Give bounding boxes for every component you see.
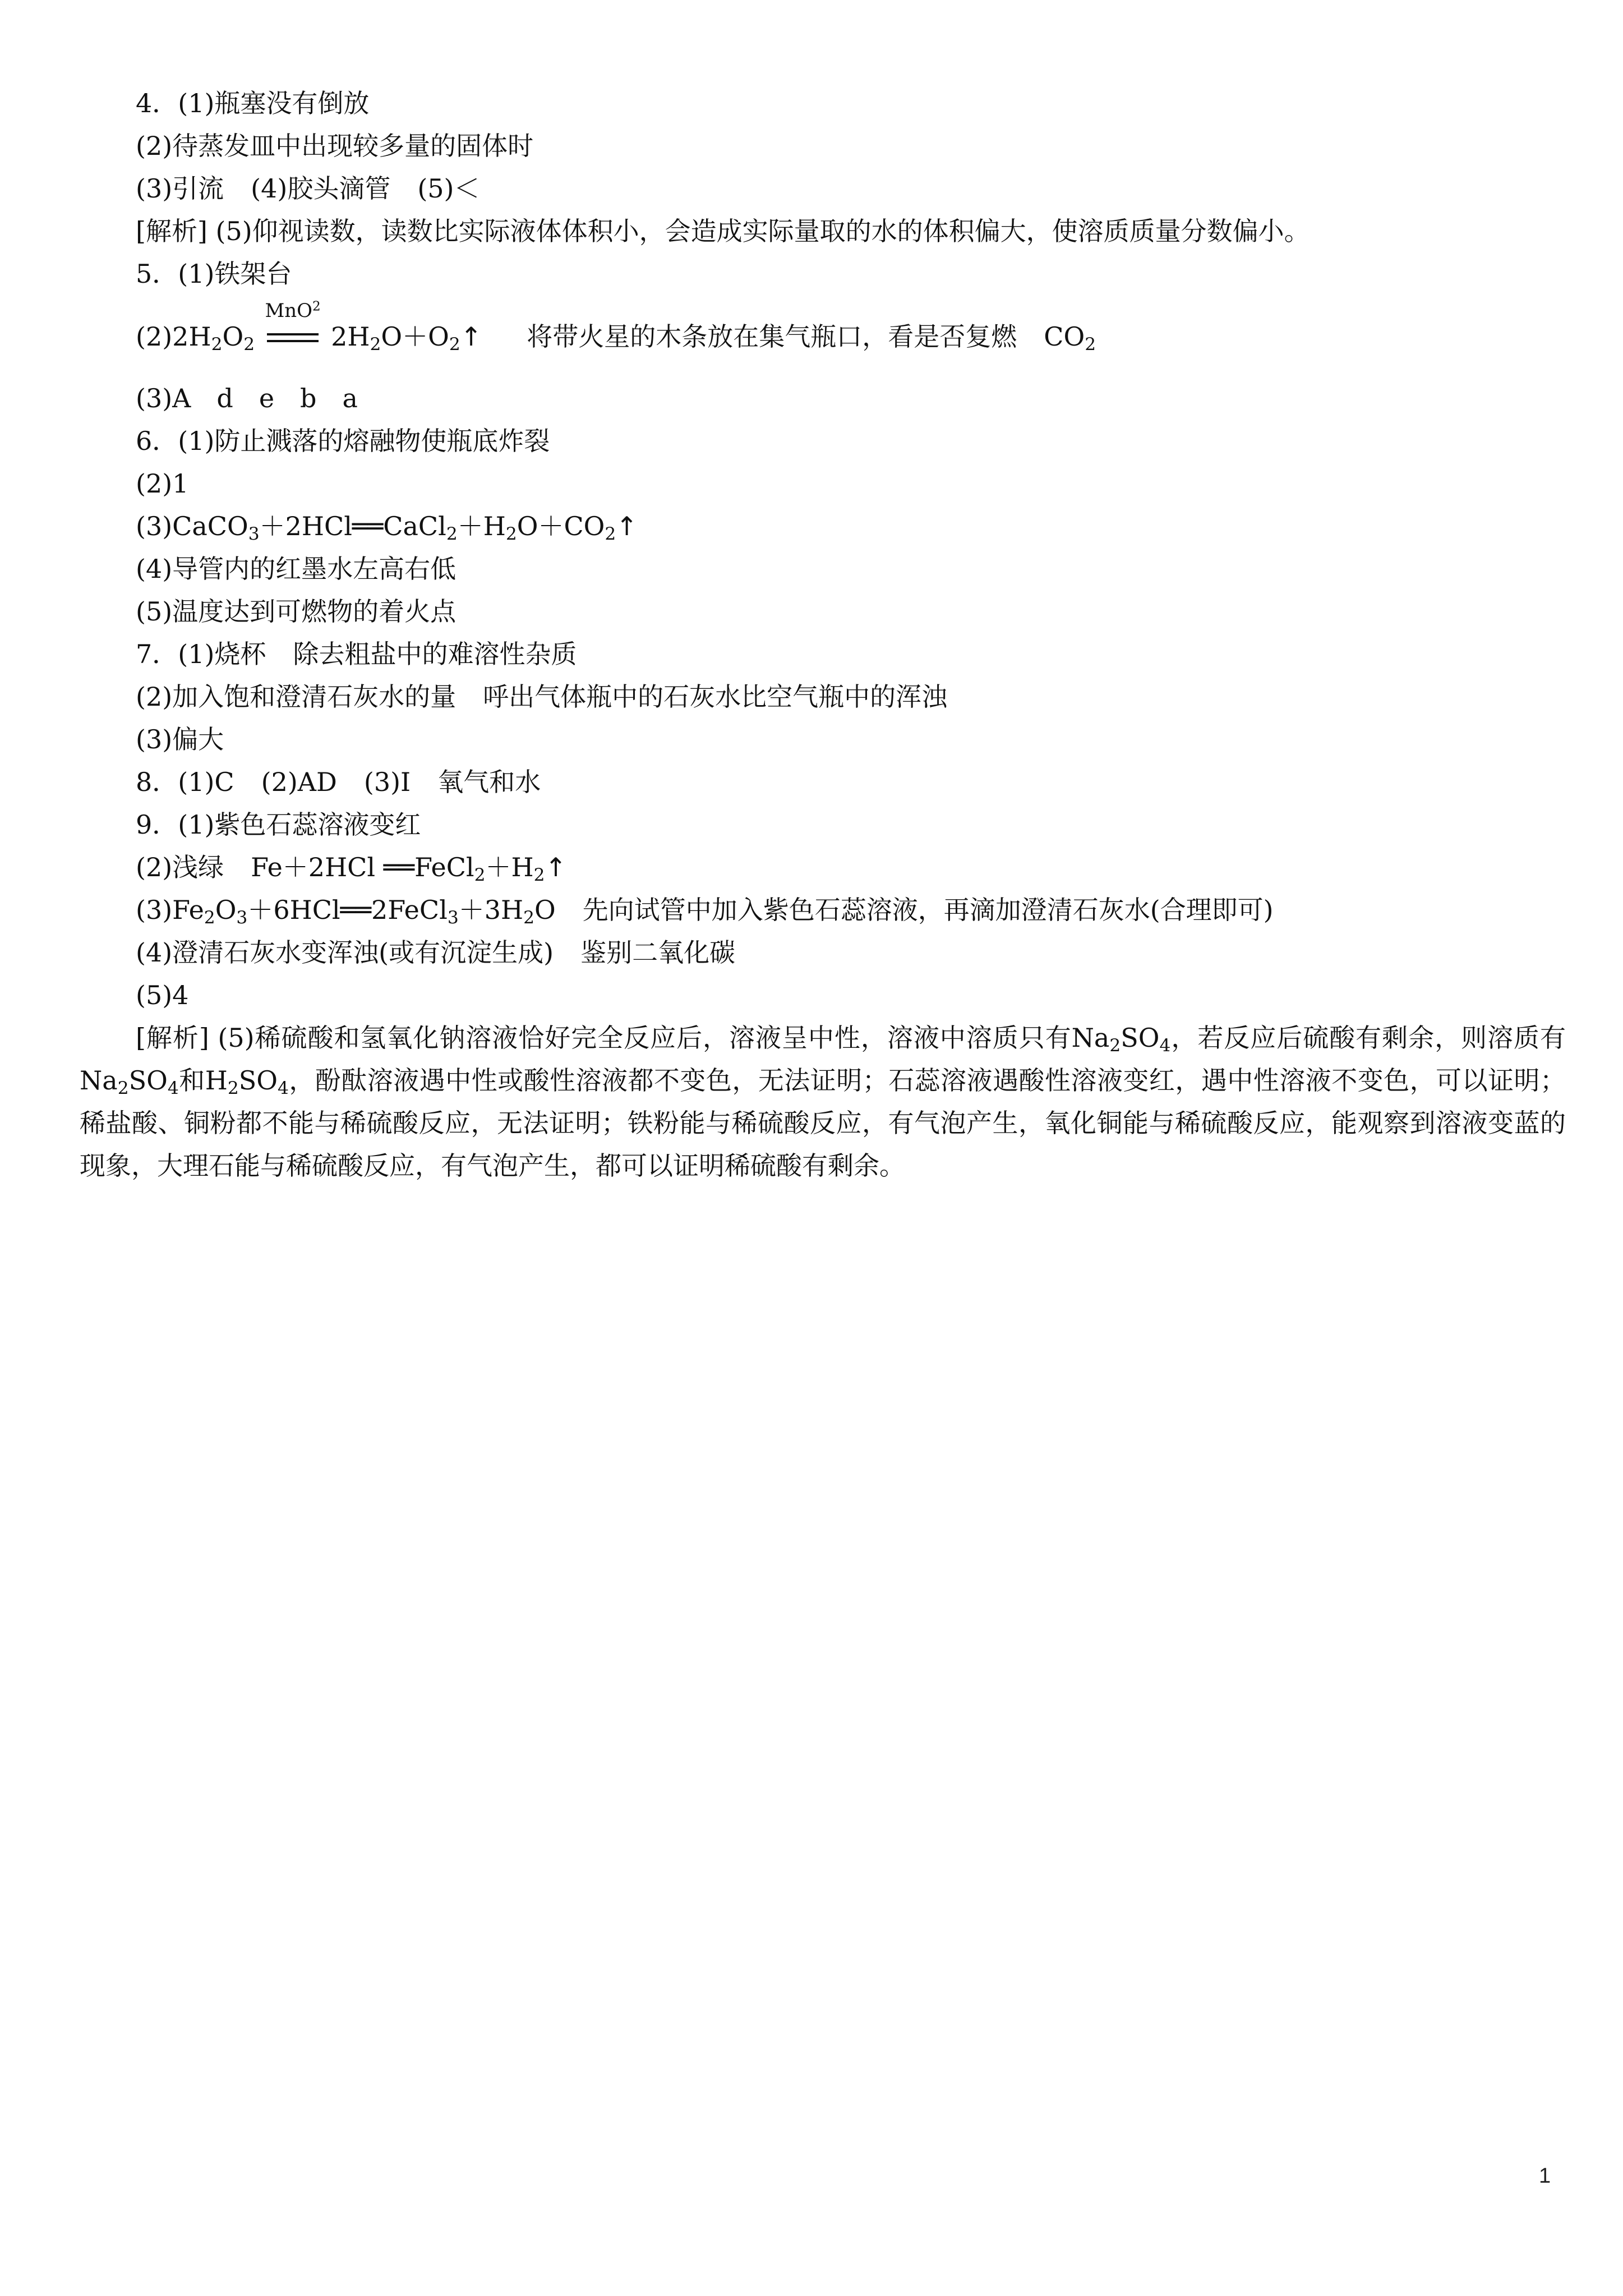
q8-answer-a: 8．(1)C — [136, 767, 234, 797]
q6-answer-2: (2)1 — [136, 468, 189, 499]
q4-answer-3 — [136, 167, 480, 210]
equation-fe2o3-hcl: $Fe_2O_3+6HCl══2FeCl_3+3H_2O$ — [172, 895, 556, 928]
q4-answer-2: (2)待蒸发皿中出现较多量的固体时 — [136, 131, 534, 161]
q6-answer-5: (5)温度达到可燃物的着火点 — [136, 596, 457, 627]
q6-answer-3-prefix: (3) — [136, 511, 173, 541]
page-number: 1 — [1539, 2164, 1551, 2188]
q7-answer-1a: 7．(1)烧杯 — [136, 639, 266, 669]
gas-co2: $CO_2$ — [1044, 321, 1096, 355]
equation-caco3-hcl: $CaCO_3+2HCl══CaCl_2+H_2O+CO_2↑$ — [172, 511, 638, 544]
q9-analysis: [解析] (5)稀硫酸和氢氧化钠溶液恰好完全反应后，溶液呈中性，溶液中溶质只有$Na_2SO_4$，若反应后硫酸有剩余，则溶质有$Na_2SO_4$和$H_2SO_4$，酚酞溶液遇中性或酸性溶液都不变色，无法证明；石蕊溶液遇酸性溶液变红，遇中性溶液不变色，可以证明；稀盐酸、铜粉都不能与稀硫酸反应，无法证明；铁粉能与稀硫酸反应，有气泡产生，氧化铜能与稀硫酸反应，能观察到溶液变蓝的现象，大理石能与稀硫酸反应，有气泡产生，都可以证明稀硫酸有剩余。 — [80, 1023, 1566, 1181]
q6-answer-3 — [136, 505, 638, 547]
equation-fe-hcl: Fe＋2HCl $══FeCl_2+H_2↑$ — [251, 852, 567, 885]
q8-answer — [136, 761, 541, 803]
q9-answer-3 — [136, 889, 1274, 931]
q9-answer-2 — [136, 846, 566, 889]
catalyst-label: MnO$^2$ — [265, 299, 321, 322]
q7-answer-2 — [136, 675, 947, 718]
reactant-h2o2: $2H_2O_2$ — [172, 321, 255, 355]
q8-answer-b: (2)AD — [261, 767, 337, 797]
product-equation: $2H_2O+O_2↑$ — [331, 321, 482, 355]
q9-answer-3-text: 先向试管中加入紫色石蕊溶液，再滴加澄清石灰水(合理即可) — [582, 895, 1274, 925]
q6-answer-1: 6．(1)防止溅落的熔融物使瓶底炸裂 — [136, 426, 550, 456]
q9-answer-4 — [136, 931, 735, 974]
q4-analysis: [解析] (5)仰视读数，读数比实际液体体积小，会造成实际量取的水的体积偏大，使溶质质量分数偏小。 — [136, 216, 1310, 246]
q4-answer-3a: (3)引流 — [136, 173, 224, 204]
q9-answer-3-prefix: (3) — [136, 895, 173, 925]
q6-answer-4: (4)导管内的红墨水左高右低 — [136, 554, 457, 584]
q7-answer-3: (3)偏大 — [136, 724, 224, 754]
q4-answer-3b: (4)胶头滴管 — [251, 173, 391, 204]
q9-answer-2-prefix: (2)浅绿 — [136, 852, 224, 882]
q9-answer-4a: (4)澄清石灰水变浑浊(或有沉淀生成) — [136, 937, 554, 968]
q5-answer-3: (3)A d e b a — [136, 383, 358, 413]
q7-answer-2b: 呼出气体瓶中的石灰水比空气瓶中的浑浊 — [483, 682, 948, 712]
q5-answer-1: 5．(1)铁架台 — [136, 259, 292, 289]
q7-answer-1 — [136, 633, 577, 675]
q4-answer-1: 4．(1)瓶塞没有倒放 — [136, 88, 370, 118]
q9-answer-4b: 鉴别二氧化碳 — [580, 937, 736, 968]
q7-answer-1b: 除去粗盐中的难溶性杂质 — [293, 639, 577, 669]
q8-answer-c: (3)Ⅰ — [363, 767, 411, 797]
q9-answer-1: 9．(1)紫色石蕊溶液变红 — [136, 809, 421, 840]
q7-answer-2a: (2)加入饱和澄清石灰水的量 — [136, 682, 457, 712]
q5-answer-2 — [136, 299, 1096, 358]
q4-answer-3c: (5)＜ — [417, 173, 480, 204]
q5-answer-2-prefix: (2) — [136, 321, 173, 352]
q5-test-method: 将带火星的木条放在集气瓶口，看是否复燃 — [527, 321, 1017, 352]
q9-answer-5: (5)4 — [136, 980, 189, 1010]
reaction-condition — [264, 299, 322, 353]
q8-answer-d: 氧气和水 — [437, 767, 541, 797]
